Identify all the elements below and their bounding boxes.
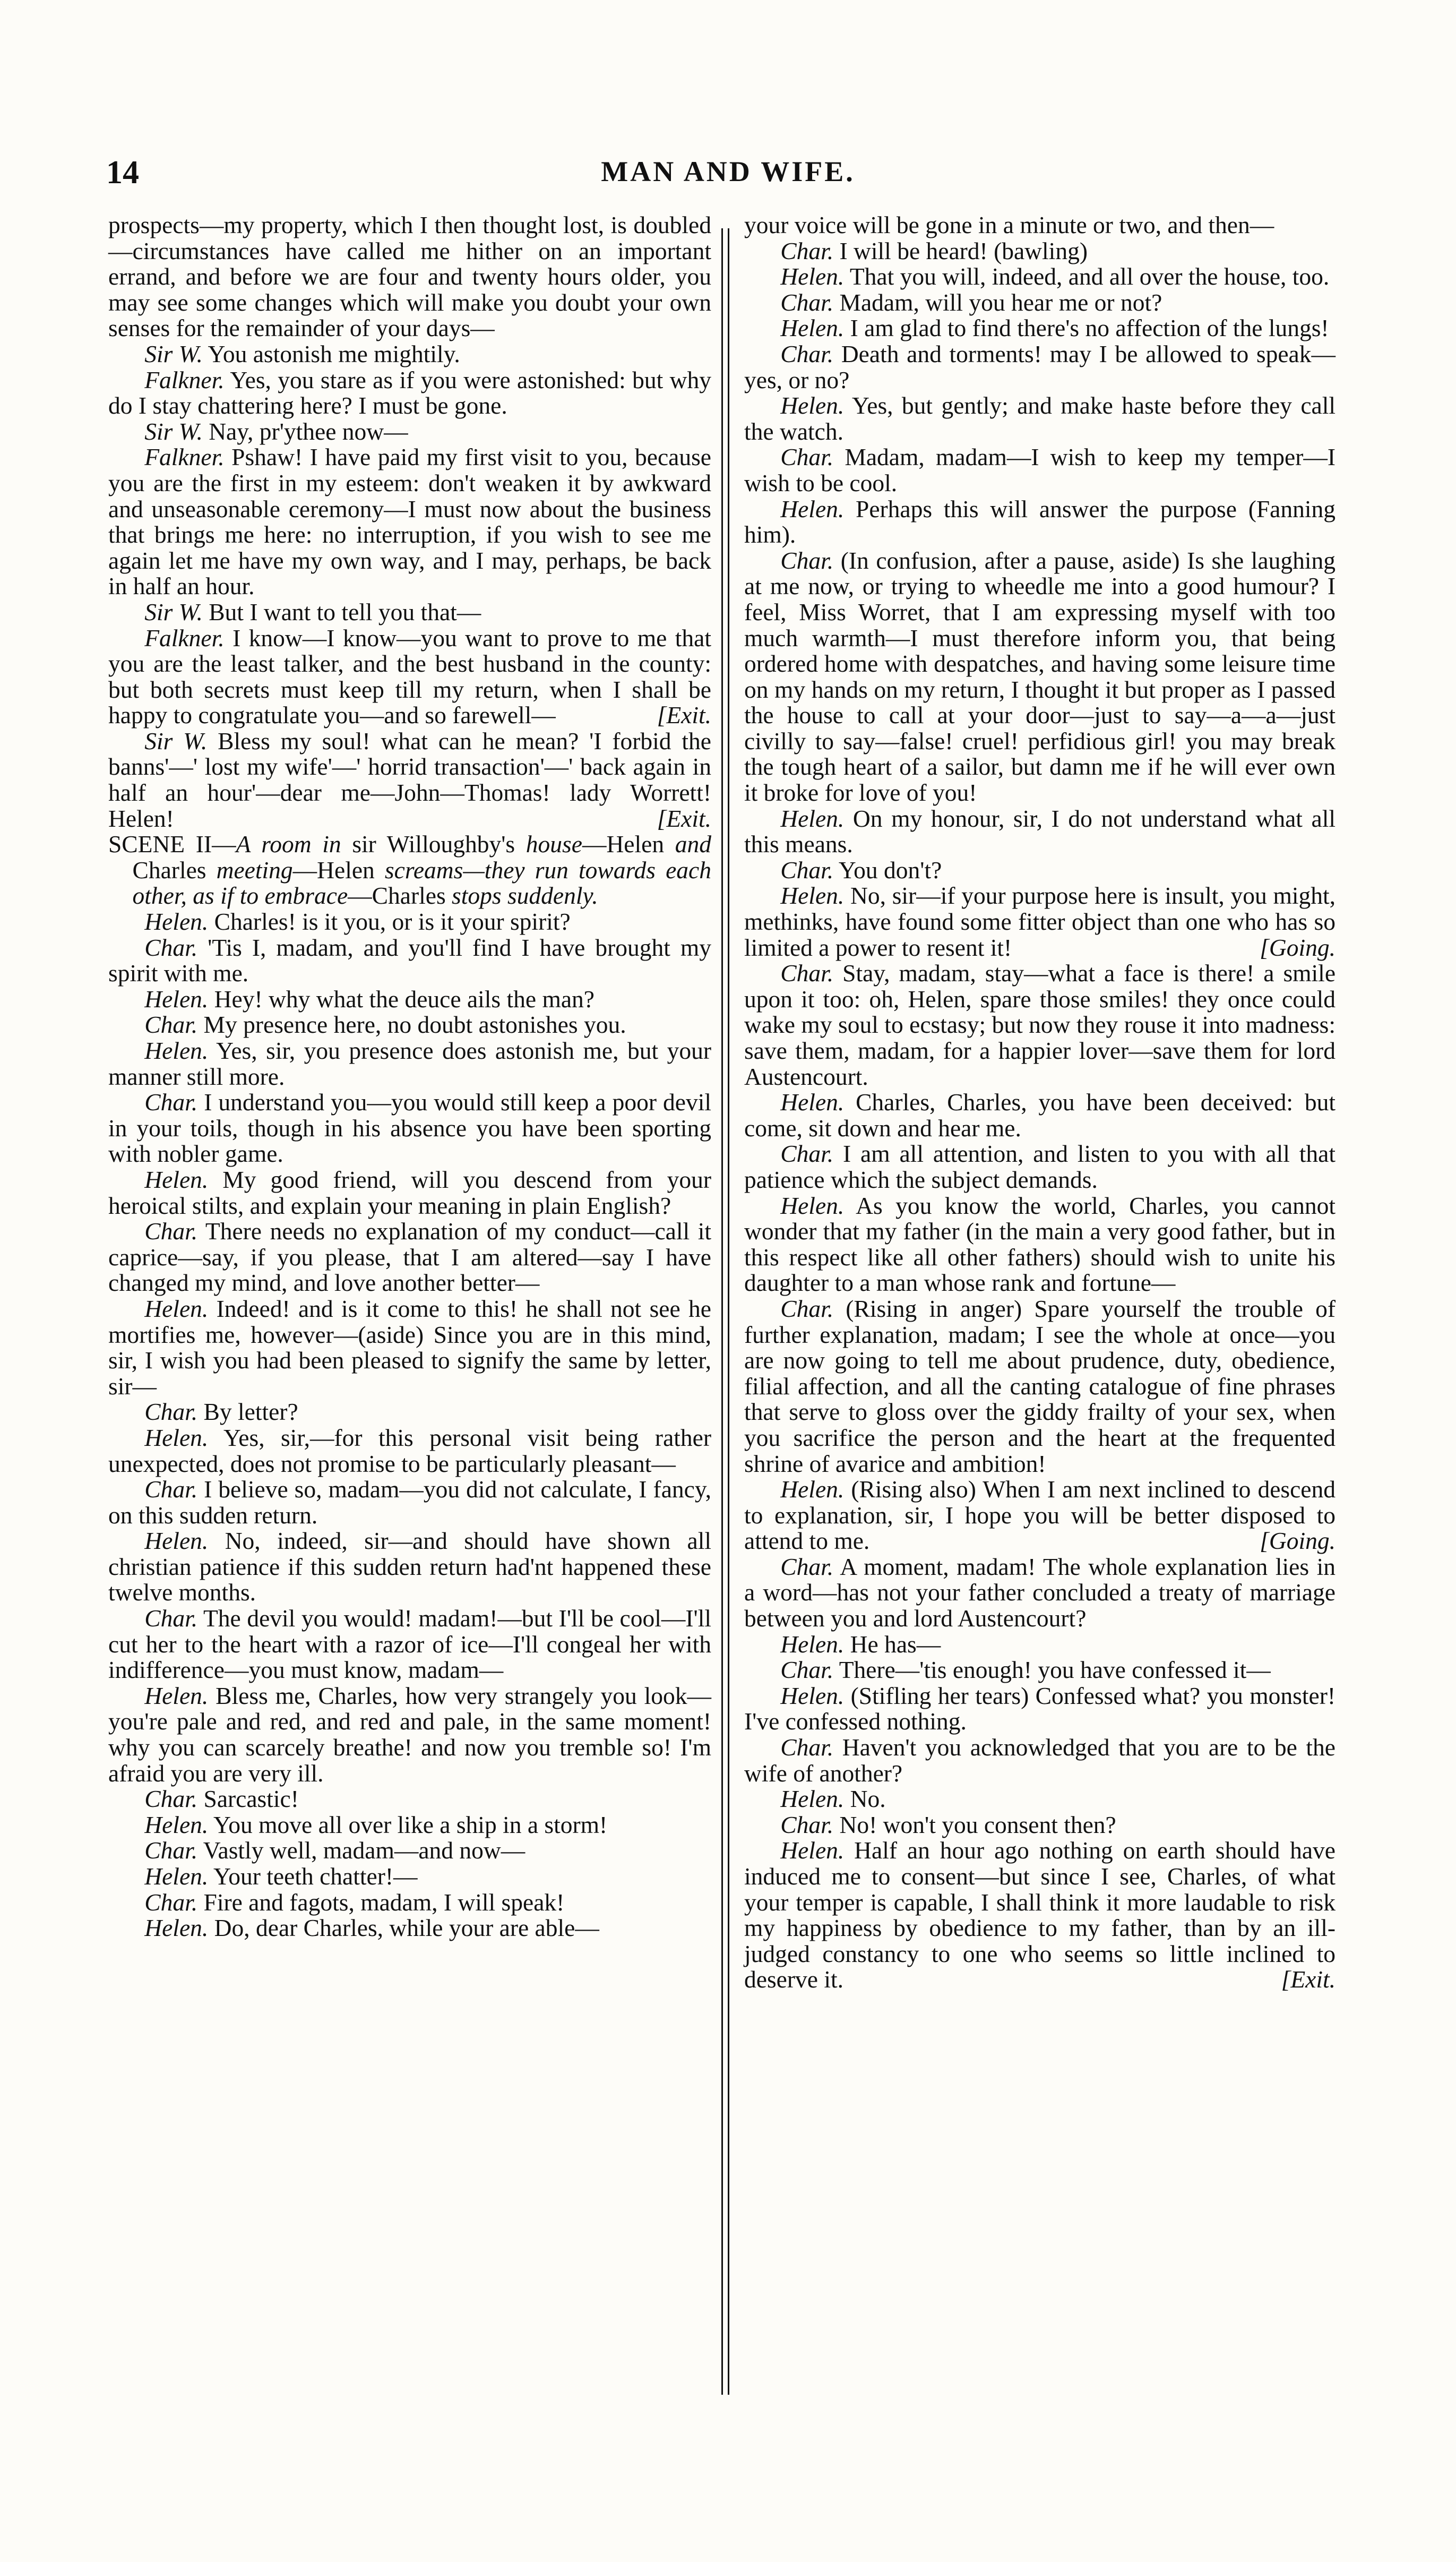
speech-paragraph bbox=[108, 1915, 711, 1941]
speech-text: I will be heard! (bawling) bbox=[839, 237, 1088, 264]
speaker-name: Sir W. bbox=[144, 598, 203, 625]
running-title: MAN AND WIFE. bbox=[601, 156, 855, 187]
speech-paragraph bbox=[108, 367, 711, 419]
column-divider bbox=[728, 228, 729, 2395]
speaker-name: Helen. bbox=[780, 1630, 845, 1658]
speech-paragraph bbox=[108, 1090, 711, 1167]
speech-text: your voice will be gone in a minute or two, and then— bbox=[744, 211, 1274, 238]
speaker-name: Falkner. bbox=[144, 624, 225, 652]
speaker-name: Helen. bbox=[780, 314, 845, 342]
speaker-name: Char. bbox=[780, 1811, 834, 1838]
speaker-name: Char. bbox=[780, 1295, 834, 1322]
speaker-name: Sir W. bbox=[144, 727, 208, 755]
speech-paragraph bbox=[744, 1786, 1336, 1812]
continued-text bbox=[744, 212, 1336, 238]
speech-text: Bless me, Charles, how very strangely you look—you're pale and red, and red and pale, in the same moment! why you can scarcely breathe! and now you tremble so! I'm afraid you are very ill. bbox=[108, 1682, 711, 1787]
speech-text: Vastly well, madam—and now— bbox=[203, 1837, 525, 1864]
speech-text: Fire and fagots, madam, I will speak! bbox=[203, 1888, 565, 1916]
speech-text: Nay, pr'ythee now— bbox=[209, 417, 408, 445]
speech-text: (In confusion, after a pause, aside) Is she laughing at me now, or trying to wheedle me into a good humour? I feel, Miss Worret, that I am expressing myself with too much warmth—I must therefore inform you, that being ordered home with despatches, and having some leisure time on my hands on my return, I thought it but proper as I passed the house to call at your door—just to say—a—a—just civilly to say—false! cruel! perfidious girl! you may break the tough heart of a sailor, but damn me if he will ever own it broke for love of you! bbox=[744, 546, 1336, 807]
speech-text: Yes, but gently; and make haste before they call the watch. bbox=[744, 392, 1336, 445]
scene-text: sir Willoughby's bbox=[341, 830, 526, 858]
speech-paragraph bbox=[108, 625, 711, 729]
speech-paragraph bbox=[108, 1477, 711, 1528]
speech-paragraph bbox=[744, 1683, 1336, 1735]
speaker-name: Sir W. bbox=[144, 417, 203, 445]
speech-paragraph bbox=[744, 444, 1336, 496]
speech-paragraph bbox=[108, 1838, 711, 1864]
speaker-name: Char. bbox=[780, 340, 834, 367]
speech-text: My good friend, will you descend from your heroical stilts, and explain your meaning in plain English? bbox=[108, 1166, 711, 1219]
speech-paragraph bbox=[744, 961, 1336, 1090]
continued-text bbox=[108, 212, 711, 341]
speaker-name: Char. bbox=[144, 1476, 198, 1503]
speech-paragraph bbox=[108, 1425, 711, 1477]
stage-direction: A room in bbox=[236, 830, 341, 858]
speaker-name: Helen. bbox=[780, 882, 845, 910]
speech-paragraph bbox=[108, 1038, 711, 1090]
speaker-name: Helen. bbox=[780, 804, 845, 832]
speech-paragraph bbox=[744, 238, 1336, 264]
speaker-name: Helen. bbox=[780, 495, 845, 522]
speaker-name: Char. bbox=[780, 1140, 834, 1168]
scene-text: —Helen bbox=[582, 830, 675, 858]
speech-text: Perhaps this will answer the purpose (Fanning him). bbox=[744, 495, 1336, 549]
stage-direction: stops suddenly. bbox=[452, 882, 598, 910]
scene-text: —Charles bbox=[348, 882, 452, 910]
speech-paragraph bbox=[108, 1864, 711, 1890]
speech-text: Stay, madam, stay—what a face is there! a smile upon it too: oh, Helen, spare those smiles! they once could wake my soul to ecstasy; but now they rouse it into madness: save them, madam, for a happier lover—save them for lord Austencourt. bbox=[744, 959, 1336, 1090]
speech-paragraph bbox=[744, 1477, 1336, 1554]
speaker-name: Char. bbox=[144, 933, 198, 961]
speaker-name: Char. bbox=[144, 1218, 198, 1245]
stage-exit: [Exit. bbox=[657, 804, 711, 832]
speech-paragraph bbox=[108, 599, 711, 625]
speech-paragraph bbox=[108, 1812, 711, 1838]
speech-text: 'Tis I, madam, and you'll find I have brought my spirit with me. bbox=[108, 933, 711, 987]
speech-text: That you will, indeed, and all over the house, too. bbox=[849, 263, 1330, 290]
speech-text: My presence here, no doubt astonishes you. bbox=[203, 1011, 626, 1039]
speech-paragraph bbox=[108, 935, 711, 987]
speech-text: Your teeth chatter!— bbox=[213, 1863, 418, 1890]
speaker-name: Helen. bbox=[780, 1837, 845, 1864]
scene-text: —Helen bbox=[292, 856, 385, 884]
speech-paragraph bbox=[744, 315, 1336, 341]
speech-text: (Rising in anger) Spare yourself the trouble of further explanation, madam; I see the whole at once—you are now going to tell me about prudence, duty, obedience, filial affection, and all the canting catalogue of fine phrases that serve to gloss over the giddy frailty of your sex, when you sacrifice the person and the heart at the frequented shrine of avarice and ambition! bbox=[744, 1295, 1336, 1477]
speaker-name: Helen. bbox=[780, 1192, 845, 1219]
speech-text: prospects—my property, which I then thought lost, is doubled—circumstances have called me hither on an important errand, and before we are four and twenty hours older, you may see some changes which will make you doubt your own senses for the remainder of your days— bbox=[108, 211, 711, 342]
speech-text: By letter? bbox=[203, 1398, 298, 1426]
speech-paragraph bbox=[744, 1735, 1336, 1786]
speaker-name: Helen. bbox=[780, 1785, 845, 1813]
speaker-name: Helen. bbox=[144, 1166, 209, 1193]
speech-text: Charles, Charles, you have been deceived: but come, sit down and hear me. bbox=[744, 1089, 1336, 1142]
stage-exit: [Going. bbox=[1260, 933, 1336, 961]
speech-paragraph bbox=[108, 1399, 711, 1425]
speech-text: No! won't you consent then? bbox=[839, 1811, 1116, 1838]
speech-text: Yes, sir, you presence does astonish me, but your manner still more. bbox=[108, 1037, 711, 1090]
speech-paragraph bbox=[108, 419, 711, 445]
speech-text: On my honour, sir, I do not understand what all this means. bbox=[744, 804, 1336, 858]
speaker-name: Sir W. bbox=[144, 340, 203, 367]
speaker-name: Char. bbox=[144, 1398, 198, 1426]
scene-label: SCENE II— bbox=[108, 830, 236, 858]
speaker-name: Char. bbox=[780, 288, 834, 316]
speech-paragraph bbox=[108, 1683, 711, 1786]
speaker-name: Char. bbox=[780, 546, 834, 574]
speaker-name: Char. bbox=[144, 1011, 198, 1039]
speaker-name: Char. bbox=[144, 1605, 198, 1632]
speaker-name: Falkner. bbox=[144, 366, 225, 393]
speech-paragraph bbox=[744, 1657, 1336, 1683]
speaker-name: Char. bbox=[780, 443, 834, 471]
speech-paragraph bbox=[744, 341, 1336, 393]
speech-text: Half an hour ago nothing on earth should have induced me to consent—but since I see, Charles, of what your temper is capable, I shall think it more laudable to risk my happiness by obedience to my father, than by an ill-judged constancy to one who seems so little inclined to deserve it. bbox=[744, 1837, 1336, 1993]
speech-text: But I want to tell you that— bbox=[209, 598, 481, 625]
speaker-name: Char. bbox=[780, 856, 834, 884]
speaker-name: Helen. bbox=[144, 1682, 209, 1709]
speaker-name: Char. bbox=[780, 1656, 834, 1684]
speech-paragraph bbox=[108, 1528, 711, 1606]
speech-text: You astonish me mightily. bbox=[208, 340, 460, 367]
speech-text: Sarcastic! bbox=[203, 1785, 299, 1813]
speaker-name: Char. bbox=[780, 959, 834, 987]
speaker-name: Helen. bbox=[144, 1863, 209, 1890]
speech-paragraph bbox=[108, 1606, 711, 1683]
speech-paragraph bbox=[744, 806, 1336, 858]
speech-text: He has— bbox=[850, 1630, 941, 1658]
speech-paragraph bbox=[108, 1219, 711, 1296]
speech-text: You don't? bbox=[838, 856, 942, 884]
speech-text: Do, dear Charles, while your are able— bbox=[214, 1914, 599, 1942]
speech-text: Hey! why what the deuce ails the man? bbox=[214, 985, 595, 1013]
speech-text: Yes, you stare as if you were astonished: but why do I stay chattering here? I must be gone. bbox=[108, 366, 712, 419]
speech-paragraph bbox=[744, 858, 1336, 884]
page-number: 14 bbox=[106, 155, 139, 191]
speaker-name: Helen. bbox=[780, 1089, 845, 1116]
speech-text: I am all attention, and listen to you with all that patience which the subject demands. bbox=[744, 1140, 1336, 1193]
speaker-name: Helen. bbox=[144, 1914, 209, 1942]
speaker-name: Char. bbox=[144, 1837, 198, 1864]
speaker-name: Helen. bbox=[780, 263, 845, 290]
speech-paragraph bbox=[108, 1167, 711, 1219]
stage-direction: screams—they run towards each other, as if to embrace bbox=[132, 856, 711, 910]
speaker-name: Helen. bbox=[780, 392, 845, 419]
speech-text: I am glad to find there's no affection of the lungs! bbox=[850, 314, 1329, 342]
speech-paragraph bbox=[108, 909, 711, 935]
speech-text: You move all over like a ship in a storm! bbox=[213, 1811, 608, 1838]
speech-paragraph bbox=[108, 444, 711, 599]
speaker-name: Char. bbox=[780, 1553, 834, 1580]
speech-text: No, indeed, sir—and should have shown all christian patience if this sudden return had'nt happened these twelve months. bbox=[108, 1527, 712, 1606]
speech-paragraph bbox=[744, 496, 1336, 548]
speech-text: No. bbox=[850, 1785, 886, 1813]
speech-paragraph bbox=[744, 1632, 1336, 1658]
column-divider bbox=[721, 228, 723, 2395]
speech-text: Charles! is it you, or is it your spirit? bbox=[214, 908, 571, 936]
speech-text: As you know the world, Charles, you cannot wonder that my father (in the main a very good father, but in this respect like all other fathers) should wish to unite his daughter to a man whose rank and fortune— bbox=[744, 1192, 1336, 1297]
left-column bbox=[108, 212, 711, 1941]
speech-text: There needs no explanation of my conduct—call it caprice—say, if you please, that I am altered—say I have changed my mind, and love another better— bbox=[108, 1218, 711, 1297]
speech-paragraph bbox=[108, 987, 711, 1013]
speaker-name: Helen. bbox=[780, 1476, 845, 1503]
speech-text: (Stifling her tears) Confessed what? you monster! I've confessed nothing. bbox=[744, 1682, 1336, 1735]
speech-text: I believe so, madam—you did not calculate, I fancy, on this sudden return. bbox=[108, 1476, 712, 1529]
speech-text: No, sir—if your purpose here is insult, you might, methinks, have found some fitter object than one who has so limited a power to resent it! bbox=[744, 882, 1336, 961]
speaker-name: Helen. bbox=[144, 1424, 209, 1451]
speaker-name: Helen. bbox=[144, 1295, 209, 1322]
speech-text: Pshaw! I have paid my first visit to you, because you are the first in my esteem: don't weaken it by awkward and unseasonable ceremony—I must now about the business that brings me here: no interruption, if you wish to see me again let me have my own way, and I may, perhaps, be back in half an hour. bbox=[108, 443, 712, 600]
speech-paragraph bbox=[108, 1296, 711, 1399]
speech-text: Death and torments! may I be allowed to speak—yes, or no? bbox=[744, 340, 1336, 393]
speech-text: The devil you would! madam!—but I'll be cool—I'll cut her to the heart with a razor of ice—I'll congeal her with indifference—you must know, madam— bbox=[108, 1605, 711, 1684]
speaker-name: Char. bbox=[780, 1734, 834, 1761]
speech-paragraph bbox=[744, 1554, 1336, 1632]
speech-text: Indeed! and is it come to this! he shall not see he mortifies me, however—(aside) Since you are in this mind, sir, I wish you had been pleased to signify the same by letter, sir— bbox=[108, 1295, 711, 1400]
speech-paragraph bbox=[744, 1090, 1336, 1141]
right-column bbox=[744, 212, 1336, 1993]
stage-exit: [Going. bbox=[1260, 1527, 1336, 1555]
stage-direction: meeting bbox=[216, 856, 293, 884]
speaker-name: Helen. bbox=[144, 1037, 209, 1064]
speech-paragraph bbox=[744, 393, 1336, 444]
scene-heading bbox=[108, 832, 711, 909]
speech-paragraph bbox=[108, 1890, 711, 1916]
speech-paragraph bbox=[744, 1141, 1336, 1193]
speech-paragraph bbox=[744, 1193, 1336, 1296]
speaker-name: Helen. bbox=[144, 908, 209, 936]
scene-text: Charles bbox=[132, 856, 217, 884]
stage-direction: and bbox=[675, 830, 712, 858]
speech-paragraph bbox=[108, 1012, 711, 1038]
stage-direction: house bbox=[525, 830, 582, 858]
speech-paragraph bbox=[108, 341, 711, 367]
speaker-name: Char. bbox=[144, 1089, 198, 1116]
speech-text: There—'tis enough! you have confessed it— bbox=[839, 1656, 1271, 1684]
speech-text: Yes, sir,—for this personal visit being rather unexpected, does not promise to be particularly pleasant— bbox=[108, 1424, 712, 1477]
speech-text: (Rising also) When I am next inclined to descend to explanation, sir, I hope you will be better disposed to attend to me. bbox=[744, 1476, 1336, 1555]
speech-paragraph bbox=[744, 1812, 1336, 1838]
speech-text: Bless my soul! what can he mean? 'I forbid the banns'—' lost my wife'—' horrid transaction'—' back again in half an hour'—dear me—John—Thomas! lady Worrett! Helen! bbox=[108, 727, 711, 832]
speaker-name: Char. bbox=[144, 1785, 198, 1813]
speaker-name: Char. bbox=[780, 237, 834, 264]
speech-paragraph bbox=[744, 883, 1336, 961]
speech-text: A moment, madam! The whole explanation lies in a word—has not your father concluded a treaty of marriage between you and lord Austencourt? bbox=[744, 1553, 1336, 1632]
speech-paragraph bbox=[108, 1786, 711, 1812]
speech-paragraph bbox=[744, 264, 1336, 290]
stage-exit: [Exit. bbox=[1281, 1966, 1336, 1993]
speech-paragraph bbox=[108, 729, 711, 832]
speaker-name: Char. bbox=[144, 1888, 198, 1916]
speech-text: Madam, madam—I wish to keep my temper—I wish to be cool. bbox=[744, 443, 1336, 496]
stage-exit: [Exit. bbox=[657, 701, 711, 729]
speech-text: Haven't you acknowledged that you are to be the wife of another? bbox=[744, 1734, 1336, 1787]
speech-paragraph bbox=[744, 548, 1336, 806]
speaker-name: Helen. bbox=[780, 1682, 845, 1709]
speech-paragraph bbox=[744, 1838, 1336, 1993]
speech-text: Madam, will you hear me or not? bbox=[839, 288, 1162, 316]
speech-paragraph bbox=[744, 1296, 1336, 1477]
speech-text: I know—I know—you want to prove to me that you are the least talker, and the best husband in the county: but both secrets must keep till my return, when I shall be happy to congratulate you—and so farewell— bbox=[108, 624, 712, 729]
speaker-name: Falkner. bbox=[144, 443, 225, 471]
speech-paragraph bbox=[744, 290, 1336, 316]
speaker-name: Helen. bbox=[144, 1811, 209, 1838]
speech-text: I understand you—you would still keep a poor devil in your toils, though in his absence you have been sporting with nobler game. bbox=[108, 1089, 712, 1168]
speaker-name: Helen. bbox=[144, 985, 209, 1013]
speaker-name: Helen. bbox=[144, 1527, 209, 1555]
